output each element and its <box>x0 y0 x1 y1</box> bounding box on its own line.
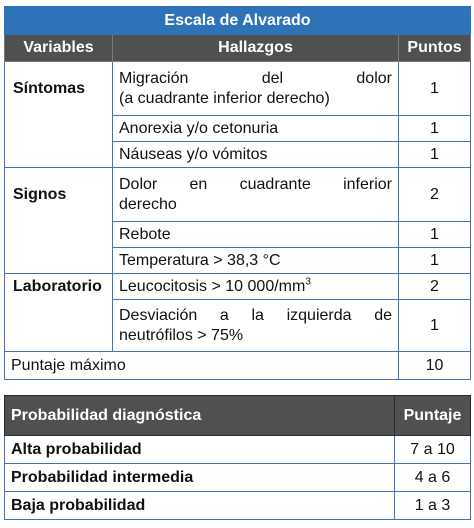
finding-line: neutrófilos > 75% <box>119 326 244 344</box>
finding-line: (a cuadrante inferior derecho) <box>119 89 330 107</box>
max-score-label: Puntaje máximo <box>5 352 399 380</box>
table-row <box>5 464 471 492</box>
finding-cell: Temperatura > 38,3 °C <box>113 248 399 274</box>
points-cell: 2 <box>399 168 471 222</box>
table-row <box>5 142 471 168</box>
finding-cell <box>113 62 399 116</box>
table-row <box>5 168 471 222</box>
finding-word: a <box>219 306 229 324</box>
probability-score: 1 a 3 <box>395 492 471 520</box>
points-cell: 1 <box>399 222 471 248</box>
header-probability: Probabilidad diagnóstica <box>5 396 395 436</box>
finding-cell: Náuseas y/o vómitos <box>113 142 399 168</box>
table-row <box>5 492 471 520</box>
variable-cell <box>5 248 113 274</box>
points-cell: 1 <box>399 142 471 168</box>
finding-text: Leucocitosis > 10 000/mm <box>119 277 306 295</box>
table-row <box>5 116 471 142</box>
probability-label: Probabilidad intermedia <box>5 464 395 492</box>
variable-cell <box>5 222 113 248</box>
finding-word: cuadrante <box>239 175 311 193</box>
finding-cell: Rebote <box>113 222 399 248</box>
variable-cell: Síntomas <box>5 62 113 116</box>
finding-line: derecho <box>119 195 177 213</box>
points-cell: 1 <box>399 300 471 352</box>
finding-cell <box>113 300 399 352</box>
max-score-value: 10 <box>399 352 471 380</box>
points-cell: 2 <box>399 274 471 300</box>
header-variables: Variables <box>5 35 113 62</box>
table-row <box>5 274 471 300</box>
table-row <box>5 248 471 274</box>
finding-cell <box>113 168 399 222</box>
probability-label: Baja probabilidad <box>5 492 395 520</box>
table-row <box>5 222 471 248</box>
probability-score: 7 a 10 <box>395 436 471 464</box>
probability-score: 4 a 6 <box>395 464 471 492</box>
probability-label: Alta probabilidad <box>5 436 395 464</box>
finding-word: en <box>189 175 208 193</box>
header-hallazgos: Hallazgos <box>113 35 399 62</box>
finding-cell <box>113 274 399 300</box>
finding-superscript: 3 <box>305 276 311 288</box>
variable-cell <box>5 300 113 352</box>
points-cell: 1 <box>399 116 471 142</box>
diagnostic-probability-table <box>4 395 471 520</box>
points-cell: 1 <box>399 248 471 274</box>
table-title-row <box>5 7 471 35</box>
table-row <box>5 300 471 352</box>
alvarado-scale-table <box>4 6 471 380</box>
table-header-row <box>5 35 471 62</box>
finding-word: Desviación <box>119 306 198 324</box>
table-header-row <box>5 396 471 436</box>
finding-word: de <box>374 306 392 324</box>
variable-cell: Signos <box>5 168 113 222</box>
header-score: Puntaje <box>395 396 471 436</box>
variable-cell <box>5 116 113 142</box>
table-title: Escala de Alvarado <box>5 7 471 35</box>
finding-cell: Anorexia y/o cetonuria <box>113 116 399 142</box>
table-row <box>5 62 471 116</box>
finding-word: izquierda <box>286 306 352 324</box>
variable-cell <box>5 142 113 168</box>
finding-word: inferior <box>343 175 392 193</box>
finding-word: Migración <box>119 69 189 87</box>
finding-word: la <box>251 306 264 324</box>
header-puntos: Puntos <box>399 35 471 62</box>
points-cell: 1 <box>399 62 471 116</box>
table-row <box>5 436 471 464</box>
max-score-row <box>5 352 471 380</box>
finding-word: dolor <box>356 69 392 87</box>
finding-word: Dolor <box>119 175 158 193</box>
variable-cell: Laboratorio <box>5 274 113 300</box>
finding-word: del <box>261 69 284 87</box>
